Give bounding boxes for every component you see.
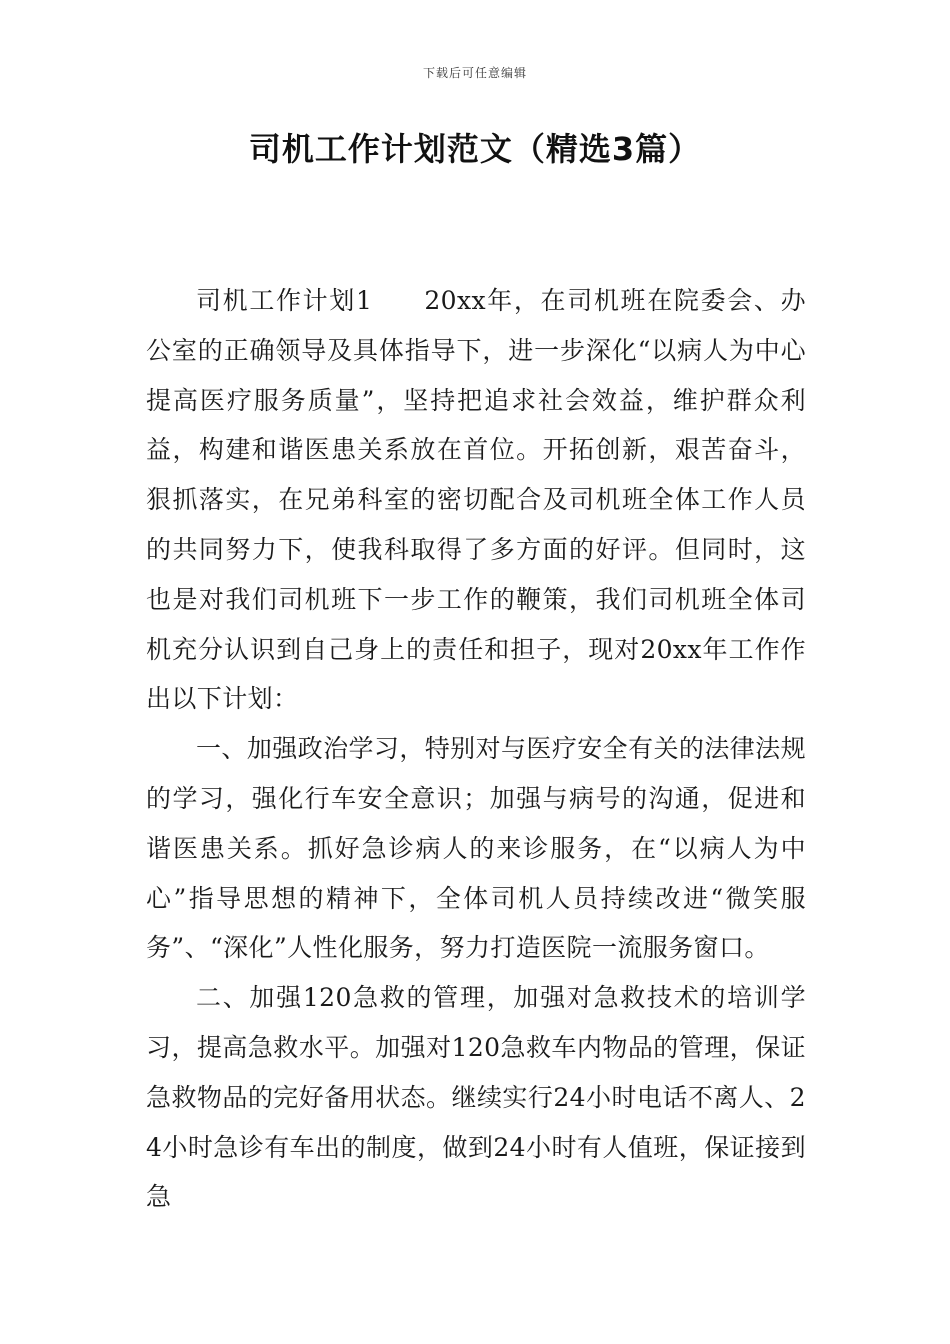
- paragraph-1: [146, 276, 806, 724]
- paragraph-1-text: 20xx年，在司机班在院委会、办公室的正确领导及具体指导下，进一步深化“以病人为中心提高医疗服务质量”，坚持把追求社会效益，维护群众利益，构建和谐医患关系放在首位。开拓创新，艰苦奋斗，狠抓落实，在兄弟科室的密切配合及司机班全体工作人员的共同努力下，使我科取得了多方面的好评。但同时，这也是对我们司机班下一步工作的鞭策，我们司机班全体司机充分认识到自己身上的责任和担子，现对20xx年工作作出以下计划：: [146, 286, 806, 714]
- paragraph-2: [146, 724, 806, 973]
- document-title: 司机工作计划范文（精选3篇）: [248, 130, 702, 168]
- paragraph-3: [146, 973, 806, 1222]
- section-label: 司机工作计划1: [196, 286, 373, 315]
- paragraph-3-text: 二、加强120急救的管理，加强对急救技术的培训学习，提高急救水平。加强对120急救车内物品的管理，保证急救物品的完好备用状态。继续实行24小时电话不离人、24小时急诊有车出的制度，做到24小时有人值班，保证接到急: [146, 983, 806, 1212]
- paragraph-2-text: 一、加强政治学习，特别对与医疗安全有关的法律法规的学习，强化行车安全意识；加强与病号的沟通，促进和谐医患关系。抓好急诊病人的来诊服务，在“以病人为中心”指导思想的精神下，全体司机人员持续改进“微笑服务”、“深化”人性化服务，努力打造医院一流服务窗口。: [146, 734, 806, 963]
- document-body: [146, 276, 806, 1222]
- header-note: 下载后可任意编辑: [422, 66, 527, 80]
